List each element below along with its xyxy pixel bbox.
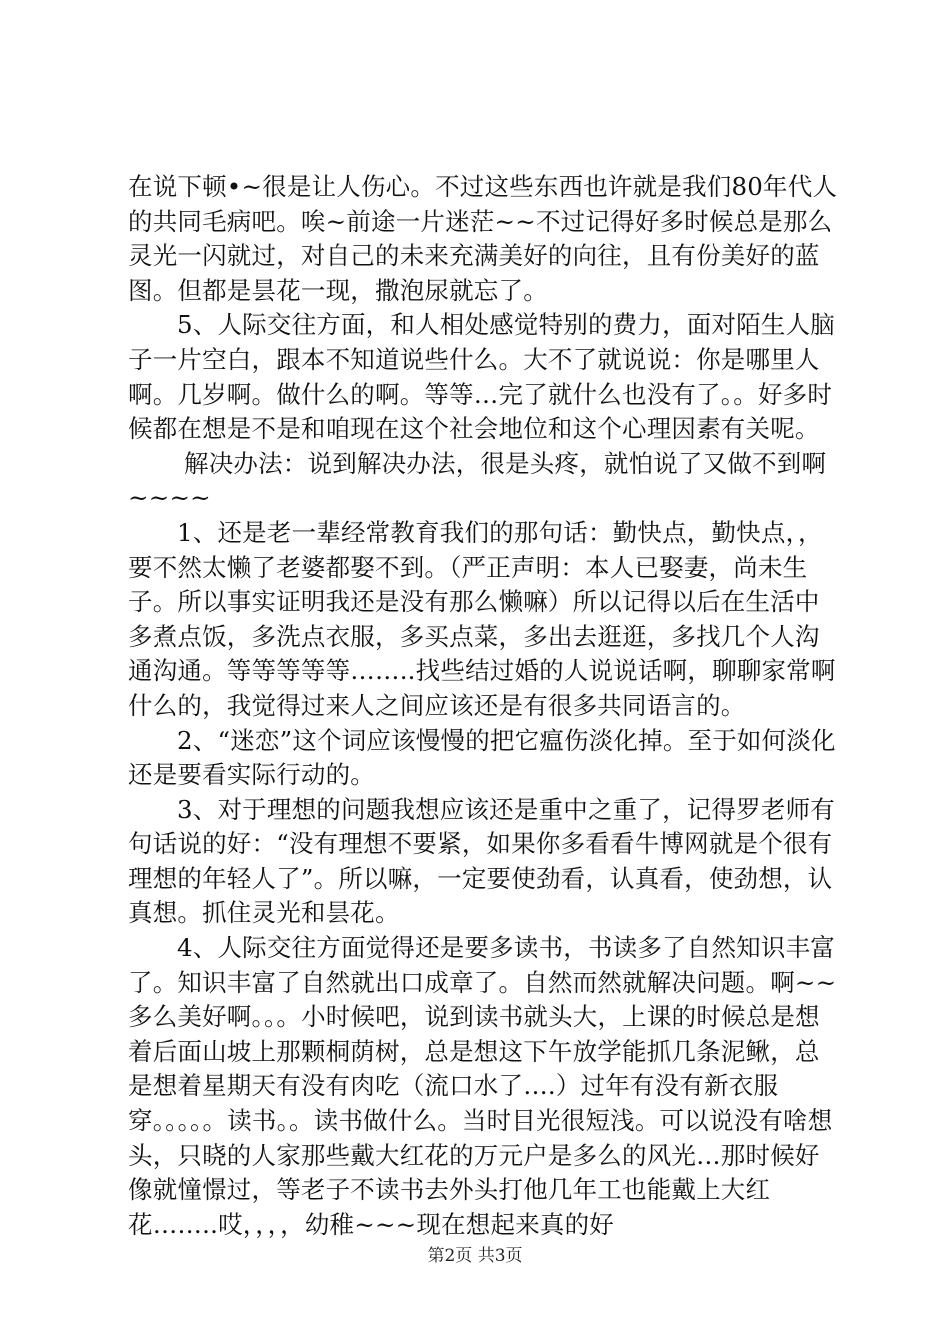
page-footer: 第2页 共3页 bbox=[427, 1246, 523, 1266]
document-body bbox=[128, 170, 840, 1242]
paragraph-solution-1: 1、还是老一辈经常教育我们的那句话：勤快点，勤快点，，要不然太懒了老婆都娶不到。（严正声明：本人已娶妻，尚未生子。所以事实证明我还是没有那么懒嘛）所以记得以后在生活中多煮点饭，多洗点衣服，多买点菜，多出去逛逛，多找几个人沟通沟通。等等等等等……..找些结过婚的人说说话啊，聊聊家常啊什么的，我觉得过来人之间应该还是有很多共同语言的。 bbox=[128, 517, 836, 720]
paragraph-solution-4: 4、人际交往方面觉得还是要多读书，书读多了自然知识丰富了。知识丰富了自然就出口成章了。自然而然就解决问题。啊~~多么美好啊。。。小时候吧，说到读书就头大，上课的时候总是想着后面山坡上那颗桐荫树，总是想这下午放学能抓几条泥鳅，总是想着星期天有没有肉吃（流口水了….）过年有没有新衣服穿。。。。。读书。。读书做什么。当时目光很短浅。可以说没有啥想头，只晓的人家那些戴大红花的万元户是多么的风光…那时候好像就憧憬过，等老子不读书去外头打他几年工也能戴上大红花……..哎，，，，幼稚~~~现在想起来真的好 bbox=[128, 933, 837, 1239]
paragraph-solution-3: 3、对于理想的问题我想应该还是重中之重了，记得罗老师有句话说的好：“没有理想不要紧，如果你多看看牛博网就是个很有理想的年轻人了”。所以嘛，一定要使劲看，认真看，使劲想，认真想。抓住灵光和昙花。 bbox=[128, 794, 835, 928]
paragraph-item-5-problem: 5、人际交往方面，和人相处感觉特别的费力，面对陌生人脑子一片空白，跟本不知道说些什么。大不了就说说：你是哪里人啊。几岁啊。做什么的啊。等等…完了就什么也没有了。。好多时候都在想是不是和咱现在这个社会地位和这个心理因素有关呢。 bbox=[128, 310, 835, 444]
paragraph-solution-2: 2、“迷恋”这个词应该慢慢的把它瘟伤淡化掉。至于如何淡化还是要看实际行动的。 bbox=[128, 725, 836, 790]
paragraph-solution-heading: 解决办法：说到解决办法，很是头疼，就怕说了又做不到啊~~~~ bbox=[128, 448, 827, 513]
paragraph-continuation: 在说下顿•~很是让人伤心。不过这些东西也许就是我们80年代人的共同毛病吧。唉~前途一片迷茫~~不过记得好多时候总是那么灵光一闪就过，对自己的未来充满美好的向往，且有份美好的蓝图。但都是昙花一现，撒泡尿就忘了。 bbox=[128, 172, 838, 305]
